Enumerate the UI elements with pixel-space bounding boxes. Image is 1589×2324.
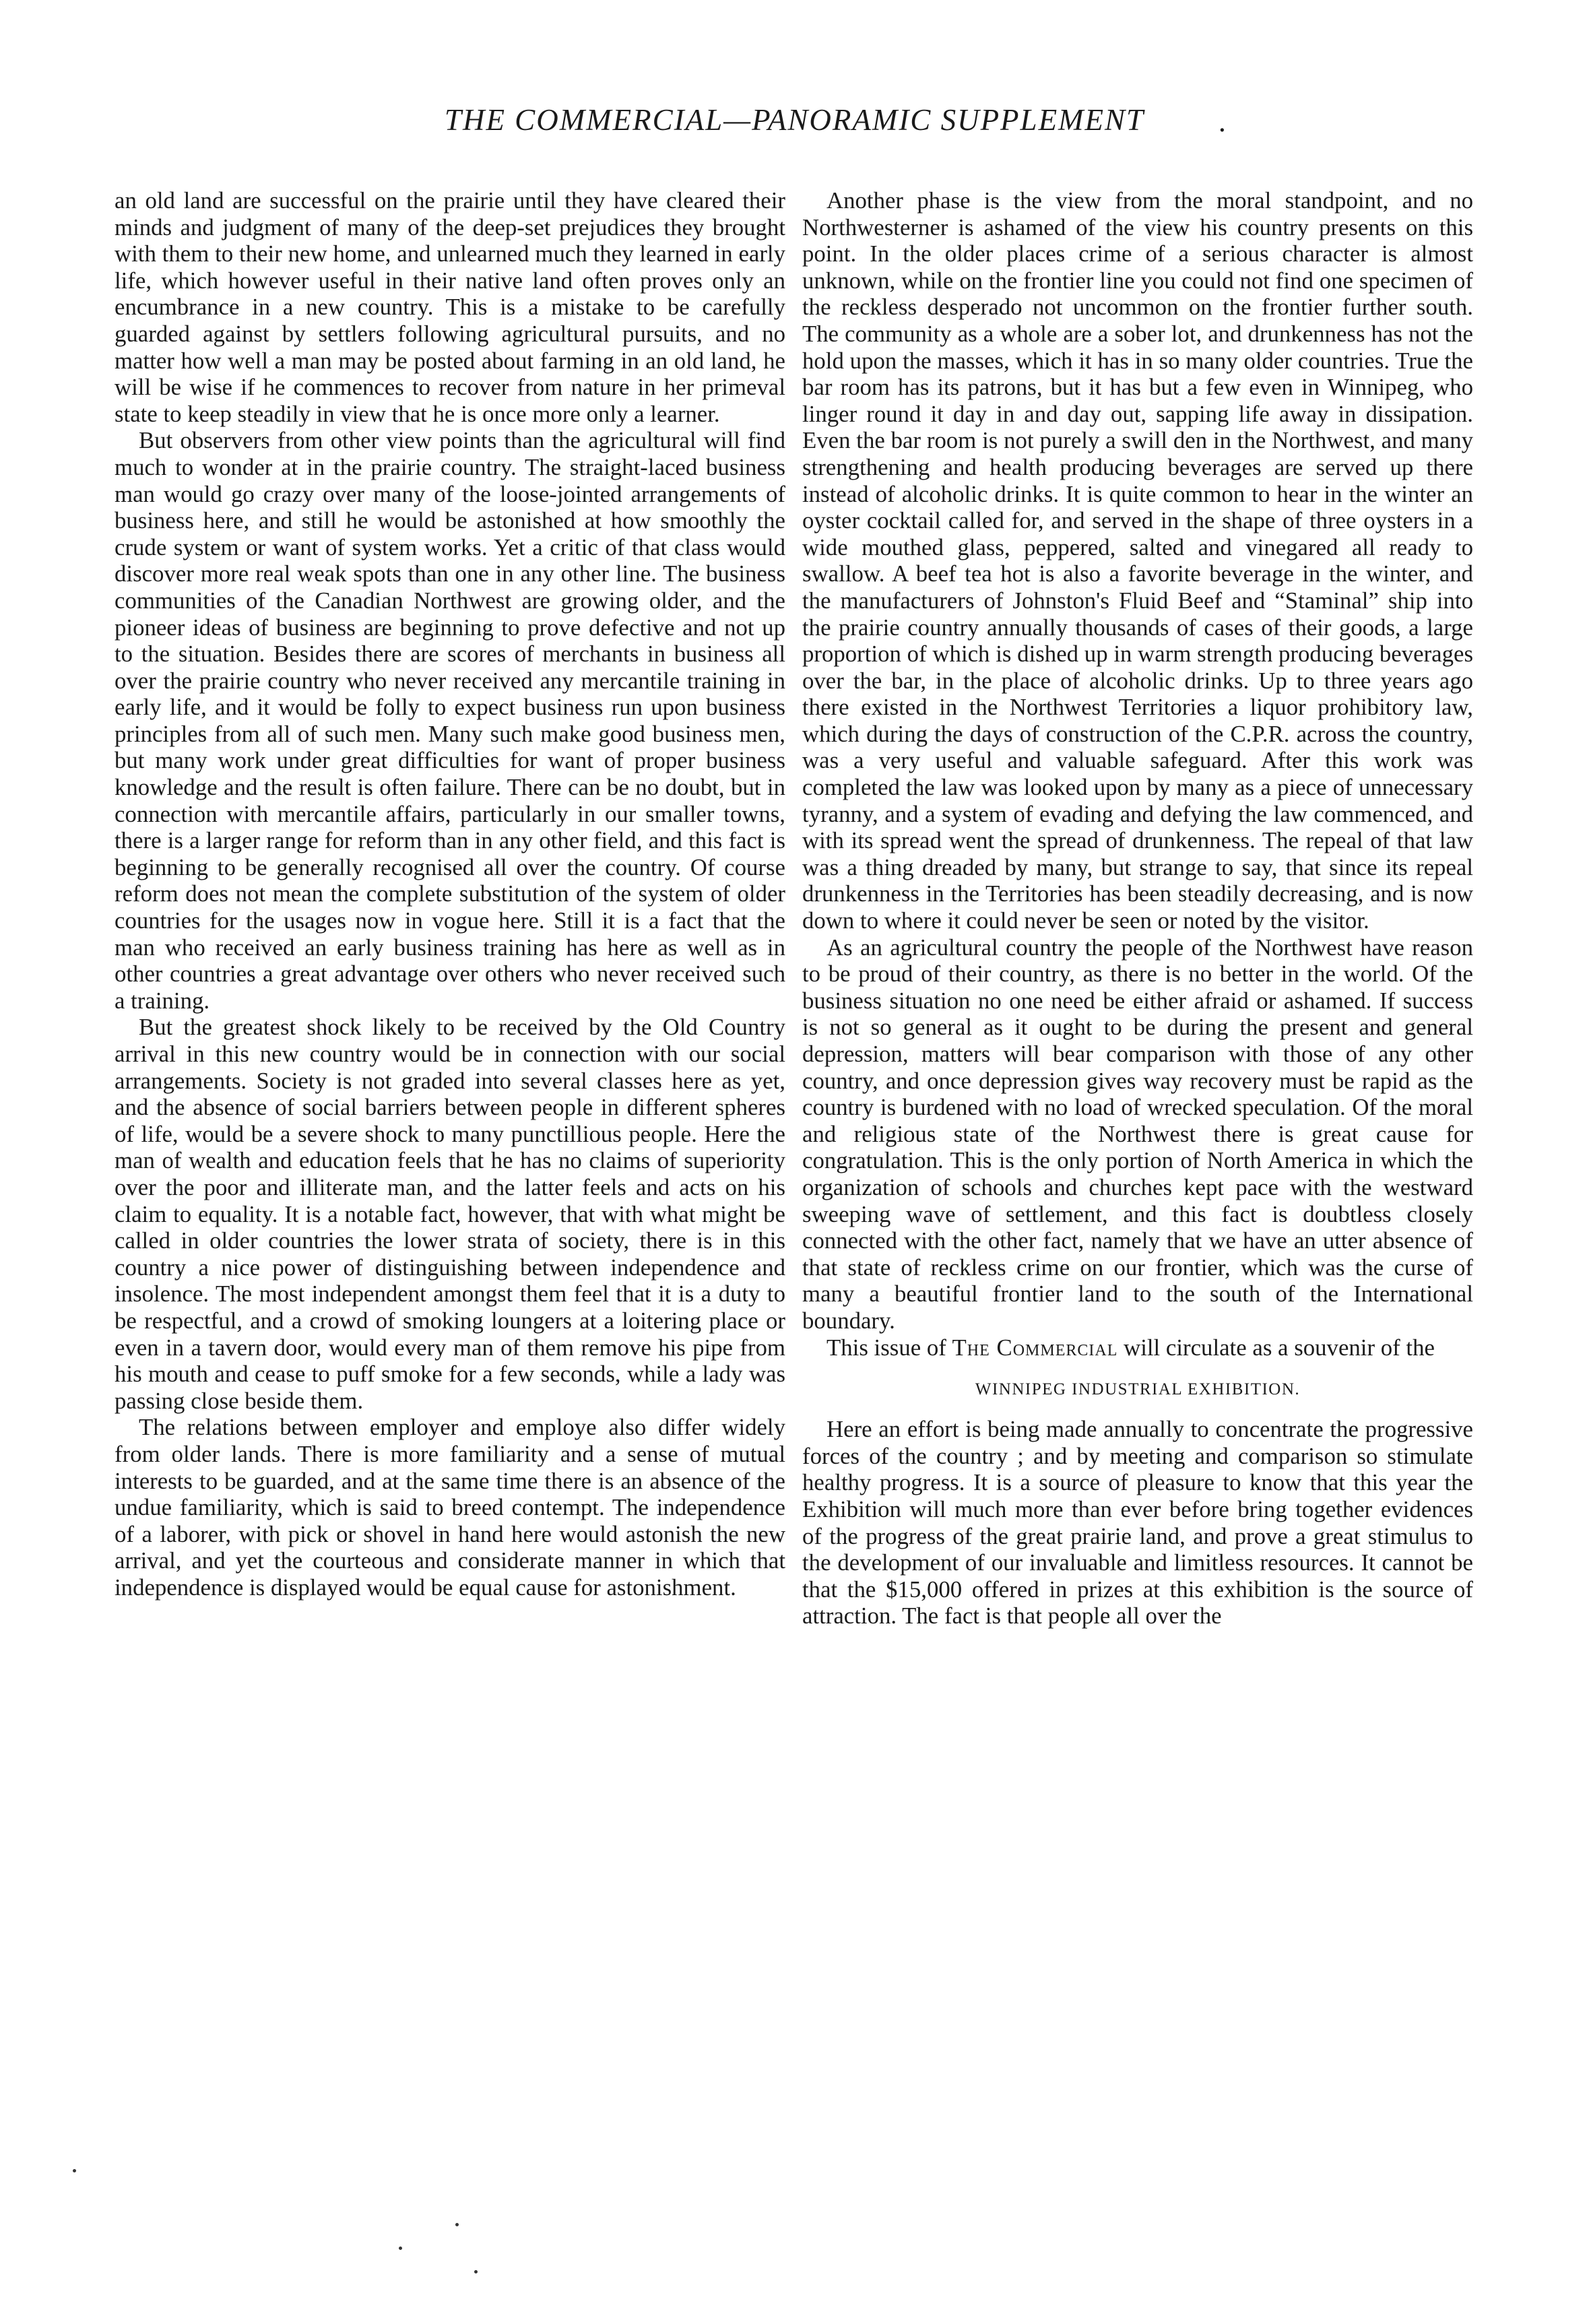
running-header	[0, 101, 1589, 139]
right-paragraph-2: As an agricultural country the people of the Northwest have reason to be proud of their country, as there is no better in the world. Of the business situation no one need be either afraid or ashamed. If success is not so general as it ought to be during the present and general depression, matters will bear comparison with those of any other country, and once depression gives way recovery must be rapid as the country is burdened with no load of wrecked speculation. Of the moral and religious state of the Northwest there is great cause for congratulation. This is the only portion of North America in which the organization of schools and churches kept pace with the westward sweeping wave of settlement, and this fact is doubtless closely connected with the other fact, namely that we have an utter absence of that state of reckless crime on our frontier, which was the curse of many a beautiful frontier land to the south of the International boundary.	[802, 934, 1473, 1334]
left-paragraph-1: an old land are successful on the prairie until they have cleared their minds and judgment of many of the deep-set prejudices they brought with them to their new home, and unlearned much they learned in early life, which however useful in their native land often proves only an encumbrance in a new country. This is a mistake to be carefully guarded against by settlers following agricultural pursuits, and no matter how well a man may be posted about farming in an old land, he will be wise if he commences to recover from nature in her primeval state to keep steadily in view that he is once more only a learner.	[115, 187, 785, 427]
right-paragraph-3-before: This issue of	[826, 1334, 952, 1361]
scan-speck	[474, 2270, 478, 2273]
left-paragraph-4: The relations between employer and employe also differ widely from older lands. There is more familiarity and a sense of mutual interests to be guarded, and at the same time there is an absence of the undue familiarity, which is said to breed contempt. The independence of a laborer, with pick or shovel in hand here would astonish the new arrival, and yet the courteous and considerate manner in which that independence is displayed would be equal cause for astonishment.	[115, 1414, 785, 1601]
header-title: THE COMMERCIAL—PANORAMIC SUPPLEMENT	[444, 103, 1145, 137]
right-paragraph-3	[802, 1334, 1473, 1361]
scan-speck	[455, 2223, 459, 2226]
right-paragraph-1: Another phase is the view from the moral standpoint, and no Northwesterner is ashamed of the view his country presents on this point. In the older places crime of a serious character is almost unknown, while on the frontier line you could not find one specimen of the reckless desperado not uncommon on the frontier further south. The community as a whole are a sober lot, and drunkenness has not the hold upon the masses, which it has in so many older countries. True the bar room has its patrons, but it has but a few even in Winnipeg, who linger round it day in and day out, sapping life away in dissipation. Even the bar room is not purely a swill den in the Northwest, and many strengthening and health producing beverages are served up there instead of alcoholic drinks. It is quite common to hear in the winter an oyster cocktail called for, and served in the shape of three oysters in a wide mouthed glass, peppered, salted and vinegared all ready to swallow. A beef tea hot is also a favorite beverage in the winter, and the manufacturers of Johnston's Fluid Beef and “Staminal” ship into the prairie country annually thousands of cases of their goods, a large proportion of which is dished up in warm strength producing beverages over the bar, in the place of alcoholic drinks. Up to three years ago there existed in the Northwest Territories a liquor prohibitory law, which during the days of construction of the C.P.R. across the country, was a very useful and valuable safeguard. After this work was completed the law was looked upon by many as a piece of unnecessary tyranny, and a system of evading and defying the law commenced, and with its spread went the spread of drunkenness. The repeal of that law was a thing dreaded by many, but strange to say, that since its repeal drunkenness in the Territories has been steadily decreasing, and is now down to where it could never be seen or noted by the visitor.	[802, 187, 1473, 934]
left-column	[115, 187, 785, 1601]
scan-speck	[399, 2247, 402, 2250]
publication-name: The Commercial	[952, 1334, 1118, 1361]
right-paragraph-3-after: will circulate as a souvenir of the	[1117, 1334, 1435, 1361]
left-paragraph-3: But the greatest shock likely to be received by the Old Country arrival in this new country would be in connection with our social arrangements. Society is not graded into several classes here as yet, and the absence of social barriers between people in different spheres of life, would be a severe shock to many punctillious people. Here the man of wealth and education feels that he has no claims of superiority over the poor and illiterate man, and the latter feels and acts on his claim to equality. It is a notable fact, however, that with what might be called in older countries the lower strata of society, there is in this country a nice power of distinguishing between independence and insolence. The most independent amongst them feel that it is a duty to be respectful, and a crowd of smoking loungers at a loitering place or even in a tavern door, would every man of them remove his pipe from his mouth and cease to puff smoke for a few seconds, while a lady was passing close beside them.	[115, 1014, 785, 1414]
header-trailing-dot: .	[1218, 107, 1227, 138]
right-paragraph-4: Here an effort is being made annually to concentrate the progressive forces of the country ; and by meeting and comparison so stimulate healthy progress. It is a source of pleasure to know that this year the Exhibition will much more than ever before bring together evidences of the progress of the great prairie land, and prove a great stimulus to the development of our invaluable and limitless resources. It cannot be that the $15,000 offered in prizes at this exhibition is the source of attraction. The fact is that people all over the	[802, 1416, 1473, 1629]
right-column	[802, 187, 1473, 1629]
exhibition-subheading: WINNIPEG INDUSTRIAL EXHIBITION.	[975, 1380, 1301, 1399]
left-paragraph-2: But observers from other view points than the agricultural will find much to wonder at in the prairie country. The straight-laced business man would go crazy over many of the loose-jointed arrangements of business here, and still he would be astonished at how smoothly the crude system or want of system works. Yet a critic of that class would discover more real weak spots than one in any other line. The business communities of the Canadian Northwest are growing older, and the pioneer ideas of business are beginning to prove defective and not up to the situation. Besides there are scores of merchants in business all over the prairie country who never received any mercantile training in early life, and it would be folly to expect business run upon business principles from all of such men. Many such make good business men, but many work under great difficulties for want of proper business knowledge and the result is often failure. There can be no doubt, but in connection with mercantile affairs, particularly in our smaller towns, there is a larger range for reform than in any other field, and this fact is beginning to be generally recognised all over the country. Of course reform does not mean the complete substitution of the system of older countries for the usages now in vogue here. Still it is a fact that the man who received an early business training has here as well as in other countries a great advantage over others who never received such a training.	[115, 427, 785, 1014]
scan-speck	[73, 2169, 76, 2172]
